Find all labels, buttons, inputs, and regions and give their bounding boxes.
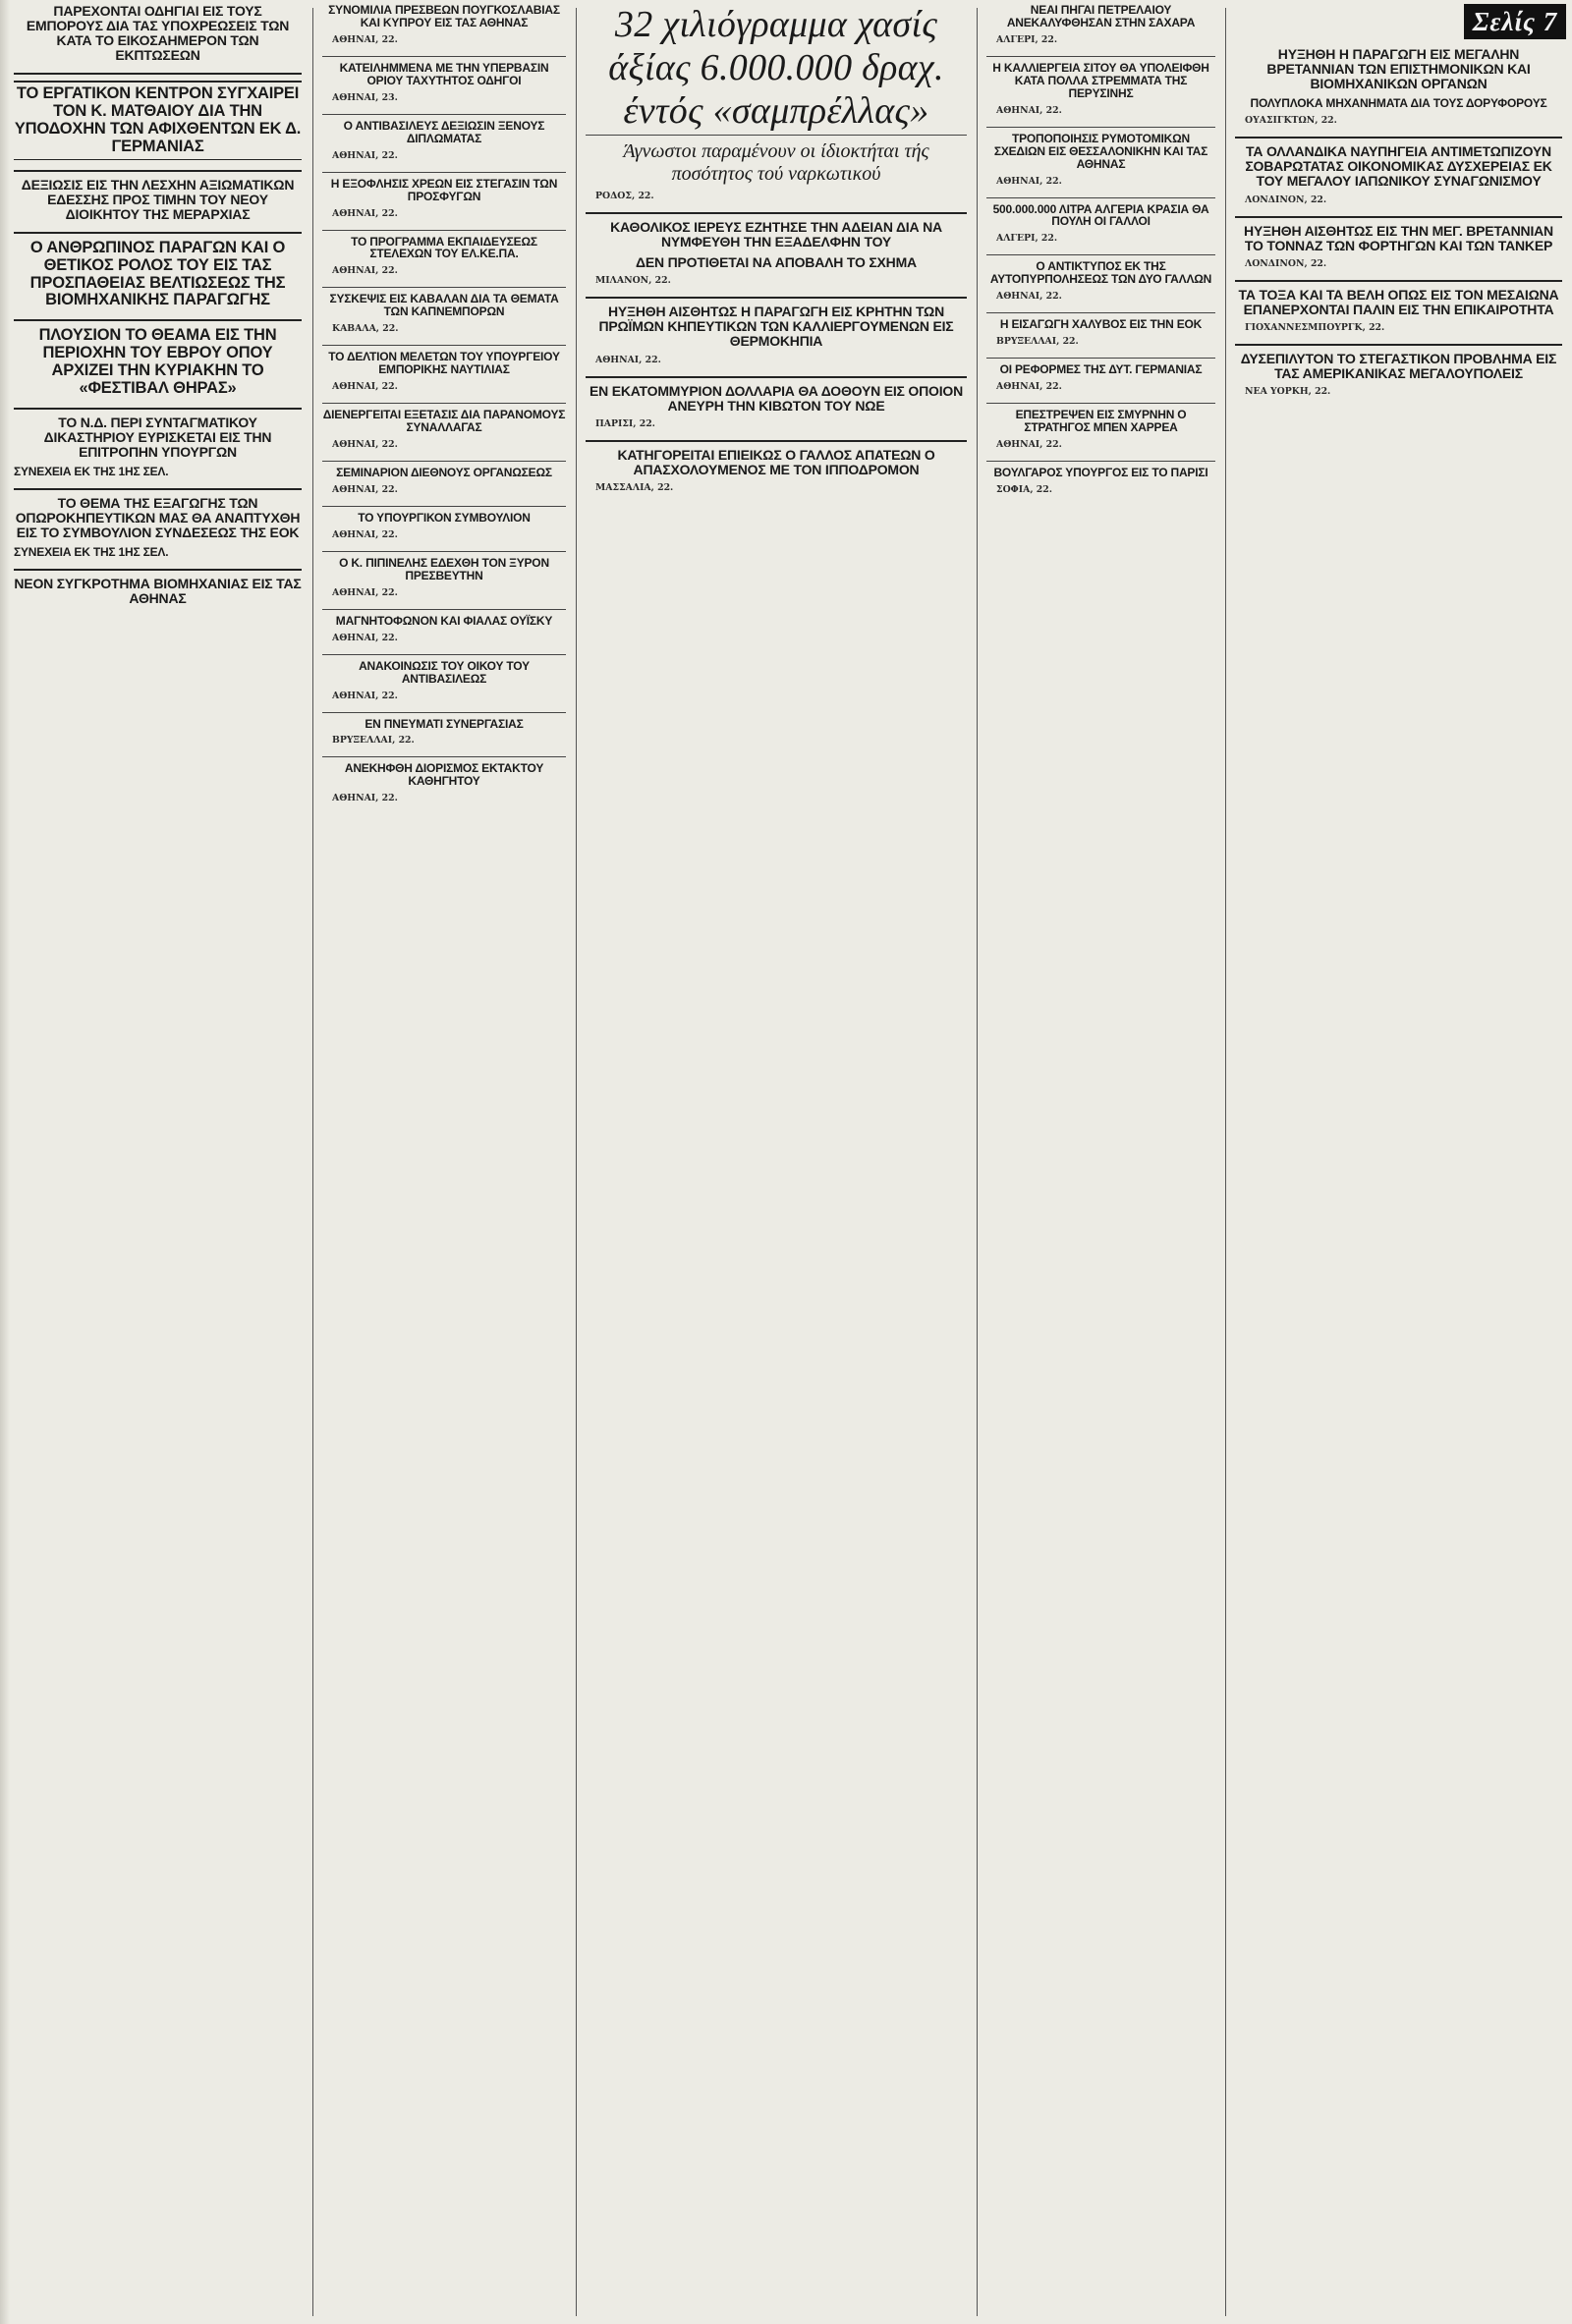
dateline: ΑΘΗΝΑΙ, 23. [332, 91, 398, 103]
headline: ΗΥΞΗΘΗ ΑΙΣΘΗΤΩΣ Η ΠΑΡΑΓΩΓΗ ΕΙΣ ΚΡΗΤΗΝ ΤΩΝ ΠΡΩΪΜΩΝ ΚΗΠΕΥΤΙΚΩΝ ΤΩΝ ΚΑΛΛΙΕΡΓΟΥΜΕΝΩΝ ΕΙΣ ΘΕΡΜΟΚΗΠΙΑ [598, 304, 954, 350]
headline: ΤΟ ΕΡΓΑΤΙΚΟΝ ΚΕΝΤΡΟΝ ΣΥΓΧΑΙΡΕΙ ΤΟΝ Κ. ΜΑΤΘΑΙΟΥ ΔΙΑ ΤΗΝ ΥΠΟΔΟΧΗΝ ΤΩΝ ΑΦΙΧΘΕΝΤΩΝ ΕΚ Δ. ΓΕΡΜΑΝΙΑΣ [14, 81, 302, 159]
article [14, 240, 302, 309]
article [322, 351, 566, 393]
article [322, 409, 566, 451]
column-3 [580, 0, 973, 2324]
headline: Ο ΑΝΘΡΩΠΙΝΟΣ ΠΑΡΑΓΩΝ ΚΑΙ Ο ΘΕΤΙΚΟΣ ΡΟΛΟΣ ΤΟΥ ΕΙΣ ΤΑΣ ΠΡΟΣΠΑΘΕΙΑΣ ΒΕΛΤΙΩΣΕΩΣ ΤΗΣ ΒΙΟΜΗΧΑΝΙΚΗΣ ΠΑΡΑΓΩΓΗΣ [29, 239, 286, 309]
headline: ΑΝΑΚΟΙΝΩΣΙΣ ΤΟΥ ΟΙΚΟΥ ΤΟΥ ΑΝΤΙΒΑΣΙΛΕΩΣ [359, 658, 530, 686]
headline: ΕΝ ΕΚΑΤΟΜΜΥΡΙΟΝ ΔΟΛΛΑΡΙΑ ΘΑ ΔΟΘΟΥΝ ΕΙΣ ΟΠΟΙΟΝ ΑΝΕΥΡΗ ΤΗΝ ΚΙΒΩΤΟΝ ΤΟΥ ΝΩΕ [590, 382, 963, 414]
article [14, 496, 302, 559]
article [14, 4, 302, 63]
article [14, 577, 302, 606]
continuation-note: ΣΥΝΕΧΕΙΑ ΕΚ ΤΗΣ 1ΗΣ ΣΕΛ. [14, 464, 169, 478]
dateline: ΑΘΗΝΑΙ, 22. [332, 33, 398, 45]
article [986, 133, 1215, 188]
headline: Η ΕΞΟΦΛΗΣΙΣ ΧΡΕΩΝ ΕΙΣ ΣΤΕΓΑΣΙΝ ΤΩΝ ΠΡΟΣΦΥΓΩΝ [330, 176, 558, 203]
article [586, 220, 967, 287]
article [322, 236, 566, 278]
article [14, 327, 302, 397]
column-2 [316, 0, 572, 2324]
article [586, 304, 967, 365]
article [986, 467, 1215, 496]
kicker: ΠΟΛΥΠΛΟΚΑ ΜΗΧΑΝΗΜΑΤΑ ΔΙΑ ΤΟΥΣ ΔΟΡΥΦΟΡΟΥΣ [1250, 96, 1547, 111]
headline: ΑΝΕΚΗΦΘΗ ΔΙΟΡΙΣΜΟΣ ΕΚΤΑΚΤΟΥ ΚΑΘΗΓΗΤΟΥ [344, 761, 544, 789]
dateline: ΑΘΗΝΑΙ, 22. [332, 149, 398, 161]
dateline: ΑΘΗΝΑΙ, 22. [595, 354, 661, 365]
headline: ΤΟ Ν.Δ. ΠΕΡΙ ΣΥΝΤΑΓΜΑΤΙΚΟΥ ΔΙΚΑΣΤΗΡΙΟΥ ΕΥΡΙΣΚΕΤΑΙ ΕΙΣ ΤΗΝ ΕΠΙΤΡΟΠΗΝ ΥΠΟΥΡΓΩΝ [43, 414, 272, 460]
article [322, 4, 566, 46]
headline: ΔΙΕΝΕΡΓΕΙΤΑΙ ΕΞΕΤΑΣΙΣ ΔΙΑ ΠΑΡΑΝΟΜΟΥΣ ΣΥΝΑΛΛΑΓΑΣ [322, 408, 566, 435]
article [14, 178, 302, 222]
article [14, 415, 302, 478]
headline: 500.000.000 ΛΙΤΡΑ ΑΛΓΕΡΙΑ ΚΡΑΣΙΑ ΘΑ ΠΟΥΛΗ ΟΙ ΓΑΛΛΟΙ [992, 201, 1209, 229]
headline: ΝΕΑΙ ΠΗΓΑΙ ΠΕΤΡΕΛΑΙΟΥ ΑΝΕΚΑΛΥΦΘΗΣΑΝ ΣΤΗΝ ΣΑΧΑΡΑ [1006, 3, 1196, 29]
lead-headline-line-2: άξίας 6.000.000 δραχ. [608, 47, 944, 88]
article [586, 384, 967, 430]
article [322, 718, 566, 747]
dateline: ΒΡΥΞΕΛΛΑΙ, 22. [332, 735, 415, 747]
article [1235, 47, 1562, 127]
dateline: ΑΘΗΝΑΙ, 22. [996, 439, 1062, 451]
headline: ΠΛΟΥΣΙΟΝ ΤΟ ΘΕΑΜΑ ΕΙΣ ΤΗΝ ΠΕΡΙΟΧΗΝ ΤΟΥ ΕΒΡΟΥ ΟΠΟΥ ΑΡΧΙΖΕΙ ΤΗΝ ΚΥΡΙΑΚΗΝ ΤΟ «ΦΕΣΤΙΒΑΛ ΘΗΡΑΣ» [38, 326, 277, 397]
dateline: ΑΛΓΕΡΙ, 22. [996, 33, 1058, 45]
dateline: ΑΘΗΝΑΙ, 22. [996, 291, 1062, 303]
dateline: ΑΘΗΝΑΙ, 22. [332, 265, 398, 277]
headline: ΣΥΝΟΜΙΛΙΑ ΠΡΕΣΒΕΩΝ ΠΟΥΓΚΟΣΛΑΒΙΑΣ ΚΑΙ ΚΥΠΡΟΥ ΕΙΣ ΤΑΣ ΑΘΗΝΑΣ [328, 3, 560, 29]
headline: Ο ΑΝΤΙΚΤΥΠΟΣ ΕΚ ΤΗΣ ΑΥΤΟΠΥΡΠΟΛΗΣΕΩΣ ΤΩΝ ΔΥΟ ΓΑΛΛΩΝ [989, 259, 1212, 287]
dateline: ΑΘΗΝΑΙ, 22. [332, 793, 398, 804]
headline: ΤΟ ΔΕΛΤΙΟΝ ΜΕΛΕΤΩΝ ΤΟΥ ΥΠΟΥΡΓΕΙΟΥ ΕΜΠΟΡΙΚΗΣ ΝΑΥΤΙΛΙΑΣ [328, 350, 560, 377]
column-4 [981, 0, 1221, 2324]
dateline: ΣΟΦΙΑ, 22. [996, 483, 1052, 495]
lead-body [586, 192, 967, 202]
article [322, 178, 566, 220]
dateline: ΑΛΓΕΡΙ, 22. [996, 233, 1058, 245]
article [322, 120, 566, 162]
article [322, 467, 566, 496]
dateline: ΜΑΣΣΑΛΙΑ, 22. [595, 481, 674, 493]
dateline: ΛΟΝΔΙΝΟΝ, 22. [1245, 194, 1327, 205]
article [322, 660, 566, 702]
headline: ΠΑΡΕΧΟΝΤΑΙ ΟΔΗΓΙΑΙ ΕΙΣ ΤΟΥΣ ΕΜΠΟΡΟΥΣ ΔΙΑ ΤΑΣ ΥΠΟΧΡΕΩΣΕΙΣ ΤΩΝ ΚΑΤΑ ΤΟ ΕΙΚΟΣΑΗΜΕΡΟΝ ΤΩΝ ΕΚΠΤΩΣΕΩΝ [26, 3, 290, 64]
headline: ΚΑΘΟΛΙΚΟΣ ΙΕΡΕΥΣ ΕΖΗΤΗΣΕ ΤΗΝ ΑΔΕΙΑΝ ΔΙΑ ΝΑ ΝΥΜΦΕΥΘΗ ΤΗΝ ΕΞΑΔΕΛΦΗΝ ΤΟΥ [610, 218, 942, 250]
article [986, 363, 1215, 393]
headline: ΕΠΕΣΤΡΕΨΕΝ ΕΙΣ ΣΜΥΡΝΗΝ Ο ΣΤΡΑΤΗΓΟΣ ΜΠΕΝ ΧΑΡΡΕΑ [1015, 408, 1187, 435]
dateline: ΑΘΗΝΑΙ, 22. [996, 104, 1062, 116]
headline: ΚΑΤΕΙΛΗΜΜΕΝΑ ΜΕ ΤΗΝ ΥΠΕΡΒΑΣΙΝ ΟΡΙΟΥ ΤΑΧΥΤΗΤΟΣ ΟΔΗΓΟΙ [339, 60, 549, 87]
dateline: ΑΘΗΝΑΙ, 22. [332, 632, 398, 643]
headline: ΔΕΞΙΩΣΙΣ ΕΙΣ ΤΗΝ ΛΕΣΧΗΝ ΑΞΙΩΜΑΤΙΚΩΝ ΕΔΕΣΣΗΣ ΠΡΟΣ ΤΙΜΗΝ ΤΟΥ ΝΕΟΥ ΔΙΟΙΚΗΤΟΥ ΤΗΣ ΜΕΡΑΡΧΙΑΣ [21, 176, 295, 222]
article [322, 512, 566, 541]
article [322, 762, 566, 804]
dateline: ΝΕΑ ΥΟΡΚΗ, 22. [1245, 386, 1331, 398]
article [322, 557, 566, 599]
lead-headline-line-1: 32 χιλιόγραμμα χασίς [614, 4, 938, 45]
headline: ΤΟ ΘΕΜΑ ΤΗΣ ΕΞΑΓΩΓΗΣ ΤΩΝ ΟΠΩΡΟΚΗΠΕΥΤΙΚΩΝ ΜΑΣ ΘΑ ΑΝΑΠΤΥΧΘΗ ΕΙΣ ΤΟ ΣΥΜΒΟΥΛΙΟΝ ΣΥΝΔΕΣΕΩΣ ΤΗΣ ΕΟΚ [15, 494, 301, 541]
dateline: ΑΘΗΝΑΙ, 22. [332, 439, 398, 451]
headline: ΗΥΞΗΘΗ Η ΠΑΡΑΓΩΓΗ ΕΙΣ ΜΕΓΑΛΗΝ ΒΡΕΤΑΝΝΙΑΝ ΤΩΝ ΕΠΙΣΤΗΜΟΝΙΚΩΝ ΚΑΙ ΒΙΟΜΗΧΑΝΙΚΩΝ ΟΡΓΑΝΩΝ [1266, 46, 1531, 92]
lead-story [580, 6, 973, 202]
article [986, 260, 1215, 303]
article [986, 4, 1215, 46]
lead-subheadline: Άγνωστοι παραμένουν οι ίδιοκτήται τής ποσότητος τού ναρκωτικού [623, 140, 929, 185]
article [986, 203, 1215, 246]
headline: Η ΚΑΛΛΙΕΡΓΕΙΑ ΣΙΤΟΥ ΘΑ ΥΠΟΛΕΙΦΘΗ ΚΑΤΑ ΠΟΛΛΑ ΣΤΡΕΜΜΑΤΑ ΤΗΣ ΠΕΡΥΣΙΝΗΣ [992, 60, 1209, 100]
article [986, 318, 1215, 348]
article [986, 62, 1215, 117]
article [1235, 288, 1562, 334]
page-number-label: Σελίς 7 [1464, 4, 1566, 39]
headline: ΜΑΓΝΗΤΟΦΩΝΟΝ ΚΑΙ ΦΙΑΛΑΣ ΟΥΪΣΚΥ [335, 613, 553, 628]
dateline: ΟΥΑΣΙΓΚΤΩΝ, 22. [1245, 115, 1337, 127]
article [1235, 144, 1562, 205]
dateline: ΑΘΗΝΑΙ, 22. [996, 175, 1062, 187]
dateline: ΑΘΗΝΑΙ, 22. [332, 586, 398, 598]
dateline: ΑΘΗΝΑΙ, 22. [332, 483, 398, 495]
headline: ΤΑ ΤΟΞΑ ΚΑΙ ΤΑ ΒΕΛΗ ΟΠΩΣ ΕΙΣ ΤΟΝ ΜΕΣΑΙΩΝΑ ΕΠΑΝΕΡΧΟΝΤΑΙ ΠΑΛΙΝ ΕΙΣ ΤΗΝ ΕΠΙΚΑΙΡΟΤΗΤΑ [1238, 286, 1559, 317]
article [322, 615, 566, 644]
headline: ΤΟ ΥΠΟΥΡΓΙΚΟΝ ΣΥΜΒΟΥΛΙΟΝ [358, 510, 531, 525]
headline: Η ΕΙΣΑΓΩΓΗ ΧΑΛΥΒΟΣ ΕΙΣ ΤΗΝ ΕΟΚ [999, 317, 1203, 332]
kicker: ΔΕΝ ΠΡΟΤΙΘΕΤΑΙ ΝΑ ΑΠΟΒΑΛΗ ΤΟ ΣΧΗΜΑ [636, 254, 917, 271]
headline: ΤΟ ΠΡΟΓΡΑΜΜΑ ΕΚΠΑΙΔΕΥΣΕΩΣ ΣΤΕΛΕΧΩΝ ΤΟΥ ΕΛ.ΚΕ.ΠΑ. [351, 234, 537, 261]
article [1235, 224, 1562, 270]
dateline: ΑΘΗΝΑΙ, 22. [332, 207, 398, 219]
headline: ΚΑΤΗΓΟΡΕΙΤΑΙ ΕΠΙΕΙΚΩΣ Ο ΓΑΛΛΟΣ ΑΠΑΤΕΩΝ Ο ΑΠΑΣΧΟΛΟΥΜΕΝΟΣ ΜΕ ΤΟΝ ΙΠΠΟΔΡΟΜΟΝ [617, 446, 935, 477]
article [14, 81, 302, 159]
headline: ΒΟΥΛΓΑΡΟΣ ΥΠΟΥΡΓΟΣ ΕΙΣ ΤΟ ΠΑΡΙΣΙ [993, 466, 1208, 479]
dateline: ΚΑΒΑΛΑ, 22. [332, 323, 399, 335]
headline: ΗΥΞΗΘΗ ΑΙΣΘΗΤΩΣ ΕΙΣ ΤΗΝ ΜΕΓ. ΒΡΕΤΑΝΝΙΑΝ ΤΟ ΤΟΝΝΑΖ ΤΩΝ ΦΟΡΤΗΓΩΝ ΚΑΙ ΤΩΝ ΤΑΝΚΕΡ [1244, 222, 1553, 253]
dateline: ΜΙΛΑΝΟΝ, 22. [595, 275, 671, 287]
headline: ΣΕΜΙΝΑΡΙΟΝ ΔΙΕΘΝΟΥΣ ΟΡΓΑΝΩΣΕΩΣ [336, 466, 552, 479]
headline: ΔΥΣΕΠΙΛΥΤΟΝ ΤΟ ΣΤΕΓΑΣΤΙΚΟΝ ΠΡΟΒΛΗΜΑ ΕΙΣ ΤΑΣ ΑΜΕΡΙΚΑΝΙΚΑΣ ΜΕΓΑΛΟΥΠΟΛΕΙΣ [1240, 350, 1557, 382]
dateline: ΛΟΝΔΙΝΟΝ, 22. [1245, 257, 1327, 269]
dateline: ΒΡΥΞΕΛΛΑΙ, 22. [996, 336, 1079, 348]
headline: ΟΙ ΡΕΦΟΡΜΕΣ ΤΗΣ ΔΥΤ. ΓΕΡΜΑΝΙΑΣ [999, 362, 1203, 377]
column-5 [1229, 0, 1568, 2324]
article [322, 62, 566, 104]
dateline: ΑΘΗΝΑΙ, 22. [332, 381, 398, 393]
headline: ΣΥΣΚΕΨΙΣ ΕΙΣ ΚΑΒΑΛΑΝ ΔΙΑ ΤΑ ΘΕΜΑΤΑ ΤΩΝ ΚΑΠΝΕΜΠΟΡΩΝ [329, 292, 559, 319]
article [1235, 352, 1562, 398]
headline: Ο Κ. ΠΙΠΙΝΕΛΗΣ ΕΔΕΧΘΗ ΤΟΝ ΞΥΡΟΝ ΠΡΕΣΒΕΥΤΗΝ [339, 555, 549, 582]
article [586, 448, 967, 494]
dateline: ΠΑΡΙΣΙ, 22. [595, 417, 655, 429]
headline: ΤΡΟΠΟΠΟΙΗΣΙΣ ΡΥΜΟΤΟΜΙΚΩΝ ΣΧΕΔΙΩΝ ΕΙΣ ΘΕΣΣΑΛΟΝΙΚΗΝ ΚΑΙ ΤΑΣ ΑΘΗΝΑΣ [993, 131, 1208, 171]
dateline: ΑΘΗΝΑΙ, 22. [332, 528, 398, 540]
article [322, 293, 566, 335]
headline: ΕΝ ΠΝΕΥΜΑΤΙ ΣΥΝΕΡΓΑΣΙΑΣ [365, 716, 524, 731]
dateline: ΑΘΗΝΑΙ, 22. [332, 690, 398, 701]
column-1 [8, 0, 308, 2324]
article [986, 409, 1215, 451]
headline: Ο ΑΝΤΙΒΑΣΙΛΕΥΣ ΔΕΞΙΩΣΙΝ ΞΕΝΟΥΣ ΔΙΠΛΩΜΑΤΑΣ [343, 118, 545, 145]
dateline: ΓΙΟΧΑΝΝΕΣΜΠΟΥΡΓΚ, 22. [1245, 321, 1385, 333]
continuation-note: ΣΥΝΕΧΕΙΑ ΕΚ ΤΗΣ 1ΗΣ ΣΕΛ. [14, 545, 169, 560]
dateline: ΑΘΗΝΑΙ, 22. [996, 381, 1062, 393]
dateline: ΡΟΔΟΣ, 22. [595, 191, 654, 201]
lead-headline-line-3: έντός «σαμπρέλλας» [623, 90, 929, 132]
headline: ΤΑ ΟΛΛΑΝΔΙΚΑ ΝΑΥΠΗΓΕΙΑ ΑΝΤΙΜΕΤΩΠΙΖΟΥΝ ΣΟΒΑΡΩΤΑΤΑΣ ΟΙΚΟΝΟΜΙΚΑΣ ΔΥΣΧΕΡΕΙΑΣ ΕΚ ΤΟΥ ΜΕΓΑΛΟΥ ΙΑΠΩΝΙΚΟΥ ΣΥΝΑΓΩΝΙΣΜΟΥ [1245, 143, 1552, 190]
headline: ΝΕΟΝ ΣΥΓΚΡΟΤΗΜΑ ΒΙΟΜΗΧΑΝΙΑΣ ΕΙΣ ΤΑΣ ΑΘΗΝΑΣ [14, 576, 302, 607]
